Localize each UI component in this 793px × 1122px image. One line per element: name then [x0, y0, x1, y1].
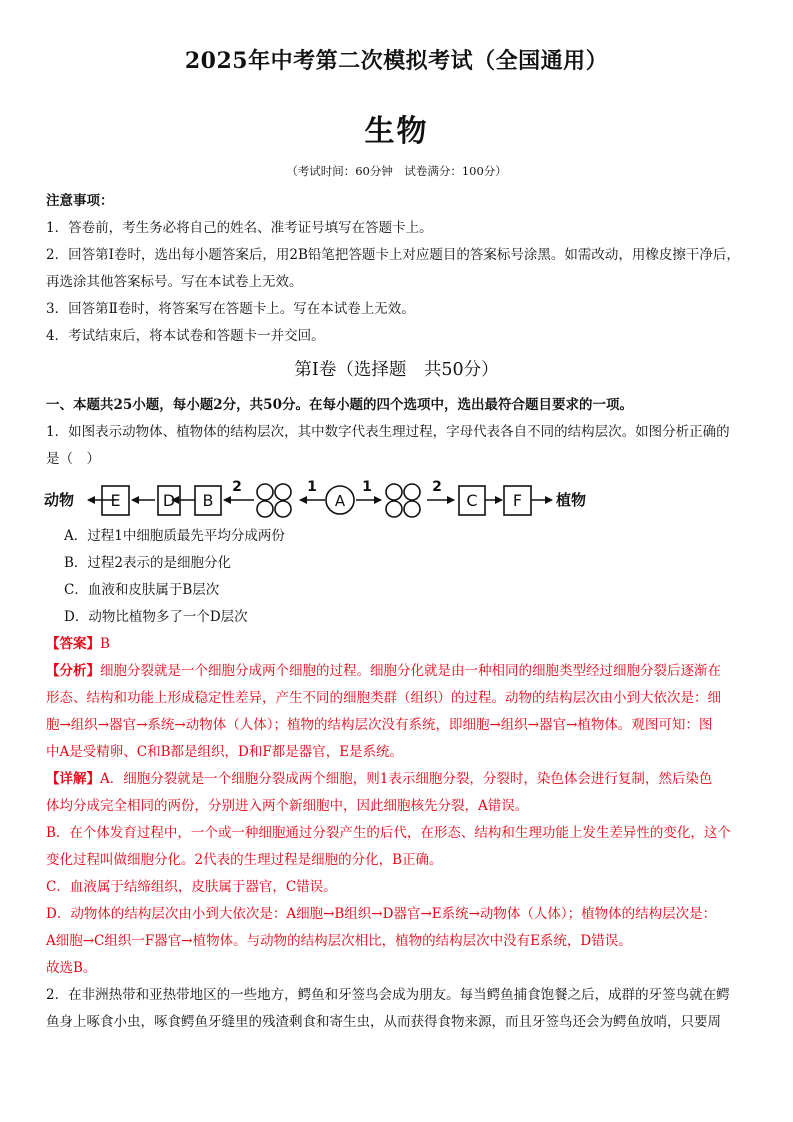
- detail-line: 故选B。: [46, 960, 97, 976]
- detail-line: 变化过程叫做细胞分化。2代表的生理过程是细胞的分化，B正确。: [46, 852, 443, 868]
- notice-item: 2．回答第Ⅰ卷时，选出每小题答案后，用2B铅笔把答题卡上对应题目的答案标号涂黑。如需改动，用橡皮擦干净后，: [46, 247, 740, 263]
- answer-label: 【答案】: [46, 636, 100, 652]
- process-1-label: 1: [307, 479, 317, 495]
- analysis-label: 【分析】: [46, 663, 100, 679]
- label-animal: 动物: [44, 491, 75, 509]
- subject-title: 生物: [364, 114, 429, 149]
- process-2-label: 2: [232, 479, 242, 495]
- option-d[interactable]: D．动物比植物多了一个D层次: [64, 609, 248, 625]
- section-title: 第Ⅰ卷（选择题 共50分）: [294, 360, 499, 380]
- question-1-stem: 1．如图表示动物体、植物体的结构层次，其中数字代表生理过程，字母代表各自不同的结构层次。如图分析正确的: [46, 424, 730, 440]
- notice-heading: 注意事项：: [46, 193, 114, 209]
- label-plant: 植物: [556, 491, 587, 509]
- option-a[interactable]: A．过程1中细胞质最先平均分成两份: [64, 528, 285, 544]
- analysis-line: 形态、结构和功能上形成稳定性差异，产生不同的细胞类群（组织）的过程。动物的结构层次由小到大依次是：细: [46, 690, 721, 706]
- box-C-label: C: [466, 491, 478, 510]
- process-1-label: 1: [362, 479, 372, 495]
- analysis-line: 胞→组织→器官→系统→动物体（人体）；植物的结构层次没有系统，即细胞→组织→器官→植物体。观图可知：图: [46, 717, 713, 733]
- option-b[interactable]: B．过程2表示的是细胞分化: [64, 555, 232, 571]
- question-2-stem: 鱼身上啄食小虫，啄食鳄鱼牙缝里的残渣剩食和寄生虫，从而获得食物来源，而且牙签鸟还会为鳄鱼放哨，只要周: [46, 1014, 721, 1030]
- question-2-stem: 2．在非洲热带和亚热带地区的一些地方，鳄鱼和牙签鸟会成为朋友。每当鳄鱼捕食饱餐之后，成群的牙签鸟就在鳄: [46, 987, 730, 1003]
- structure-levels-diagram: [44, 474, 604, 524]
- notice-item: 4．考试结束后，将本试卷和答题卡一并交回。: [46, 328, 325, 344]
- question-1-stem: 是（ ）: [46, 451, 100, 467]
- analysis-line: [46, 661, 721, 681]
- circle-A-label: A: [334, 492, 346, 510]
- analysis-text: 细胞分裂就是一个细胞分成两个细胞的过程。细胞分化就是由一种相同的细胞类型经过细胞分裂后逐渐在: [100, 663, 721, 679]
- cell-cluster-right: [386, 484, 420, 517]
- document-title: 2025年中考第二次模拟考试（全国通用）: [184, 48, 609, 74]
- detail-line: B．在个体发育过程中，一个或一种细胞通过分裂产生的后代，在形态、结构和生理功能上发生差异性的变化，这个: [46, 825, 731, 841]
- notice-item: 1．答卷前，考生务必将自己的姓名、准考证号填写在答题卡上。: [46, 220, 433, 236]
- notice-item: 再选涂其他答案标号。写在本试卷上无效。: [46, 274, 303, 290]
- box-F-label: F: [512, 491, 523, 510]
- option-c[interactable]: C．血液和皮肤属于B层次: [64, 582, 220, 598]
- exam-info: （考试时间：60分钟 试卷满分：100分）: [286, 164, 507, 178]
- answer-line: [46, 634, 110, 654]
- detail-line: A细胞→C组织一F器官→植物体。与动物的结构层次相比，植物的结构层次中没有E系统，D错误。: [46, 933, 632, 949]
- box-E-label: E: [110, 491, 121, 510]
- detail-line: C．血液属于结缔组织，皮肤属于器官，C错误。: [46, 879, 337, 895]
- section-instruction: 一、本题共25小题，每小题2分，共50分。在每小题的四个选项中，选出最符合题目要求的一项。: [46, 397, 633, 413]
- box-D-label: D: [162, 491, 176, 510]
- cell-cluster-left: [257, 484, 291, 517]
- answer-value: B: [100, 636, 110, 652]
- detail-line: [46, 769, 712, 789]
- detail-label: 【详解】: [46, 771, 100, 787]
- detail-text: A．细胞分裂就是一个细胞分裂成两个细胞，则1表示细胞分裂，分裂时，染色体会进行复制，然后染色: [100, 771, 713, 787]
- notice-item: 3．回答第Ⅱ卷时，将答案写在答题卡上。写在本试卷上无效。: [46, 301, 415, 317]
- box-B-label: B: [202, 491, 214, 510]
- detail-line: 体均分成完全相同的两份，分别进入两个新细胞中，因此细胞核先分裂，A错误。: [46, 798, 529, 814]
- process-2-label: 2: [432, 479, 442, 495]
- detail-line: D．动物体的结构层次由小到大依次是：A细胞→B组织→D器官→E系统→动物体（人体）；植物体的结构层次是：: [46, 906, 717, 922]
- analysis-line: 中A是受精卵、C和B都是组织，D和F都是器官，E是系统。: [46, 744, 404, 760]
